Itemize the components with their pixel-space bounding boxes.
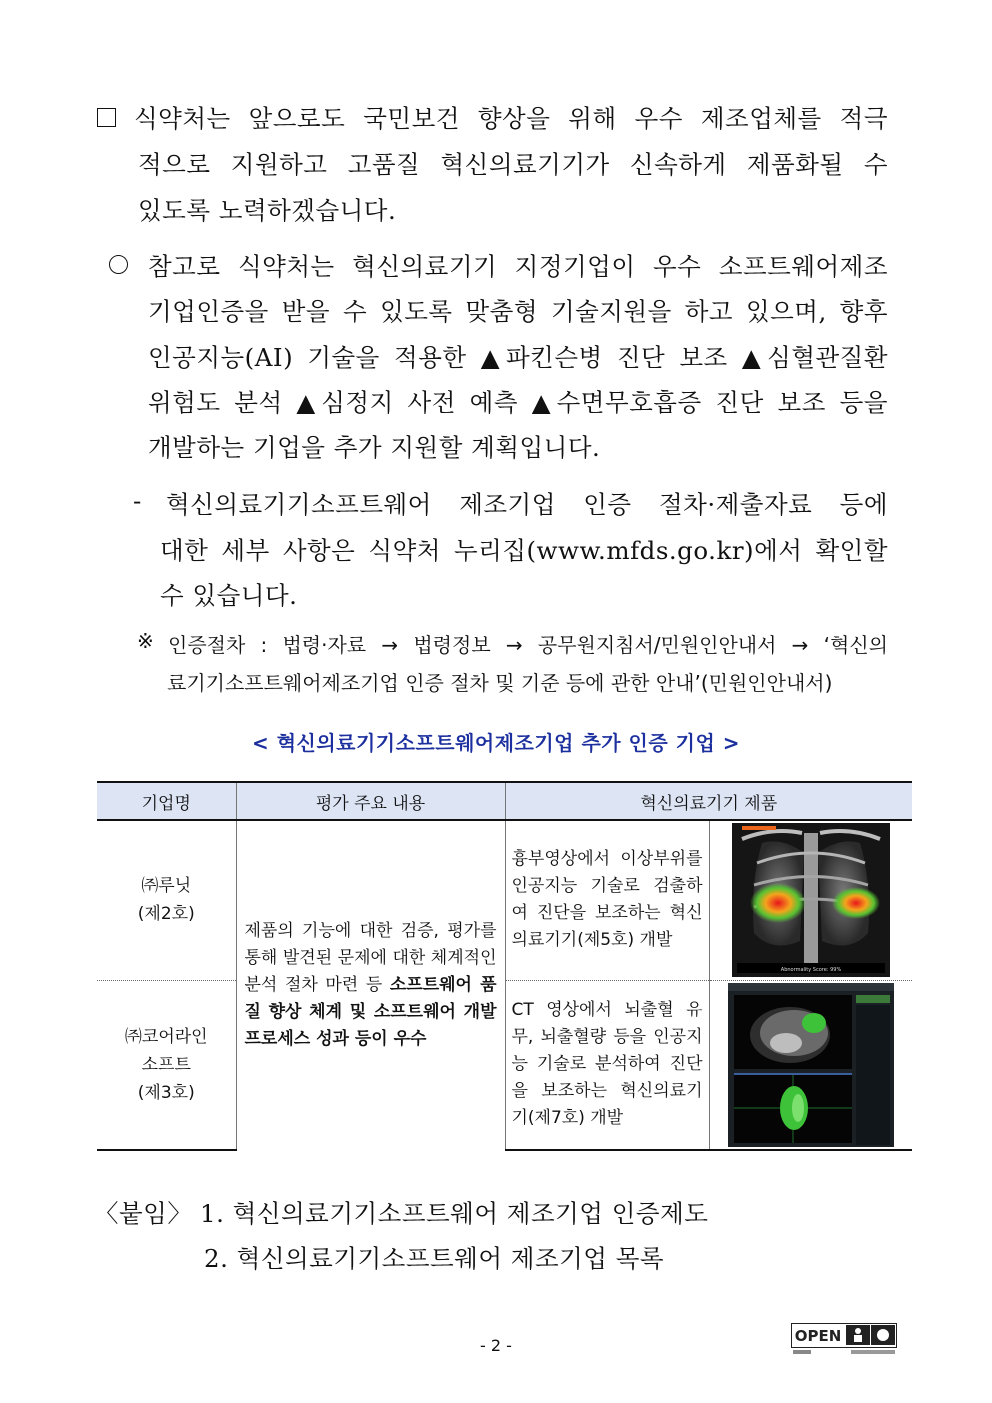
- table-header-row: [97, 782, 912, 820]
- company-number: (제3호): [137, 1082, 195, 1103]
- square-bullet-icon: [97, 108, 116, 127]
- paragraph3-line-2: 대한 세부 사항은 식약처 누리집(www.mfds.go.kr)에서 확인할: [160, 536, 888, 565]
- open-logo-text: OPEN: [794, 1327, 842, 1345]
- chest-xray-image: [732, 823, 890, 977]
- table-row: [97, 820, 912, 980]
- evaluation-text: 제품의 기능에 대한 검증, 평가를 통해 발견된 문제에 대한 체계적인 분석 절차 마련 등: [244, 921, 497, 995]
- note-line-2: 료기기소프트웨어제조기업 인증 절차 및 기준 등에 관한 안내’(민원인안내서): [167, 671, 833, 695]
- product-image-cell: [709, 820, 912, 980]
- attachment-label: 〈붙임〉: [94, 1199, 193, 1228]
- paragraph3-line-3: 수 있습니다.: [160, 581, 298, 610]
- circle-bullet-icon: [109, 255, 128, 274]
- table-row: [97, 980, 912, 1150]
- header-company: 기업명: [97, 782, 236, 820]
- note-line-1: 인증절차 : 법령·자료 → 법령정보 → 공무원지침서/민원인안내서 → ‘혁신의: [168, 633, 888, 657]
- company-cell: [97, 820, 236, 980]
- paragraph2-line-2: 기업인증을 받을 수 있도록 맞춤형 기술지원을 하고 있으며, 향후: [148, 297, 888, 326]
- paragraph1-line-1: 식약처는 앞으로도 국민보건 향상을 위해 우수 제조업체를 적극: [134, 104, 888, 133]
- company-cell: [97, 980, 236, 1150]
- company-name-cont: 소프트: [141, 1054, 191, 1075]
- product-description: CT 영상에서 뇌출혈 유무, 뇌출혈량 등을 인공지능 기술로 분석하여 진단을 보조하는 혁신의료기기(제7호) 개발: [505, 980, 709, 1150]
- paragraph2-line-5: 개발하는 기업을 추가 지원할 계획입니다.: [148, 433, 601, 462]
- reference-mark: ※: [137, 629, 154, 653]
- paragraph1-line-2: 적으로 지원하고 고품질 혁신의료기기가 신속하게 제품화될 수: [138, 150, 888, 179]
- paragraph3-line-1: 혁신의료기기소프트웨어 제조기업 인증 절차·제출자료 등에: [166, 490, 888, 519]
- company-number: (제2호): [137, 904, 195, 925]
- page-number: - 2 -: [480, 1336, 512, 1355]
- open-license-logo: [791, 1323, 897, 1357]
- company-name: ㈜코어라인: [124, 1026, 208, 1047]
- product-description: 흉부영상에서 이상부위를 인공지능 기술로 검출하여 진단을 보조하는 혁신의료기기(제5호) 개발: [505, 820, 709, 980]
- brain-ct-image: [728, 983, 894, 1147]
- header-product: 혁신의료기기 제품: [505, 782, 912, 820]
- attachment-item-2: 2. 혁신의료기기소프트웨어 제조기업 목록: [204, 1244, 665, 1273]
- dash-bullet: -: [133, 486, 142, 515]
- paragraph2-line-3: 인공지능(AI) 기술을 적용한 ▲파킨슨병 진단 보조 ▲심혈관질환: [148, 343, 888, 372]
- header-evaluation: 평가 주요 내용: [236, 782, 505, 820]
- evaluation-cell: [236, 820, 505, 1150]
- attachment-item-1: 1. 혁신의료기기소프트웨어 제조기업 인증제도: [200, 1199, 709, 1228]
- company-name: ㈜루닛: [141, 876, 192, 897]
- abnormality-score-label: Abnormality Score: 99%: [780, 967, 841, 974]
- paragraph2-line-1: 참고로 식약처는 혁신의료기기 지정기업이 우수 소프트웨어제조: [148, 252, 888, 281]
- paragraph2-line-4: 위험도 분석 ▲심정지 사전 예측 ▲수면무호흡증 진단 보조 등을: [148, 388, 888, 417]
- evaluation-highlight: 소프트웨어 품질 향상 체계 및 소프트웨어 개발 프로세스 성과 등이 우수: [244, 975, 497, 1049]
- table-caption: < 혁신의료기기소프트웨어제조기업 추가 인증 기업 >: [251, 731, 741, 755]
- product-image-cell: [709, 980, 912, 1150]
- paragraph1-line-3: 있도록 노력하겠습니다.: [138, 196, 397, 225]
- certified-companies-table: [97, 781, 912, 1151]
